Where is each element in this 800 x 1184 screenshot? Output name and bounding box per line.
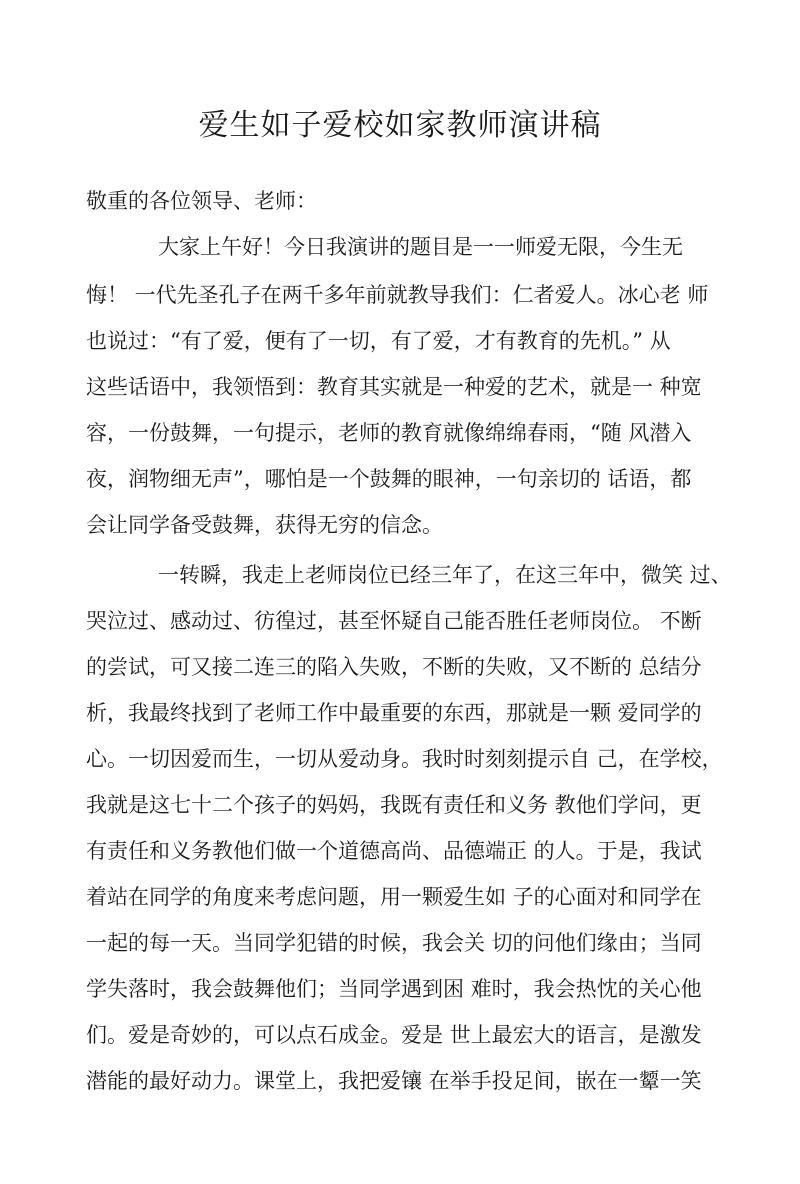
text-line: 大家上午好！今日我演讲的题目是一一师爱无限，今生无 bbox=[158, 235, 683, 259]
text-line: 有责任和义务教他们做一个道德高尚、品德端正 的人。于是，我试 bbox=[86, 839, 702, 863]
text-line: 们。爱是奇妙的，可以点石成金。爱是 世上最宏大的语言，是激发 bbox=[86, 1023, 702, 1047]
text-line: 一转瞬，我走上老师岗位已经三年了，在这三年中，微笑 过、 bbox=[158, 563, 732, 587]
text-line: 一起的每一天。当同学犯错的时候，我会关 切的问他们缘由；当同 bbox=[86, 931, 702, 955]
text-line: 容，一份鼓舞，一句提示，老师的教育就像绵绵春雨，“随 风潜入 bbox=[86, 421, 692, 445]
text-line: 也说过：“有了爱，便有了一切，有了爱，才有教育的先机。” 从 bbox=[86, 329, 671, 353]
text-line: 会让同学备受鼓舞，获得无穷的信念。 bbox=[86, 513, 443, 537]
salutation: 敬重的各位领导、老师： bbox=[86, 189, 317, 213]
text-line: 心。一切因爱而生，一切从爱动身。我时时刻刻提示自 己，在学校， bbox=[86, 747, 723, 771]
text-line: 的尝试，可又接二连三的陷入失败，不断的失败，又不断的 总结分 bbox=[86, 655, 702, 679]
text-line: 悔！ 一代先圣孔子在两千多年前就教导我们：仁者爱人。冰心老 师 bbox=[86, 283, 709, 307]
text-line: 析，我最终找到了老师工作中最重要的东西，那就是一颗 爱同学的 bbox=[86, 701, 702, 725]
text-line: 着站在同学的角度来考虑问题，用一颗爱生如 子的心面对和同学在 bbox=[86, 885, 702, 909]
text-line: 夜，润物细无声”，哪怕是一个鼓舞的眼神，一句亲切的 话语，都 bbox=[86, 467, 692, 491]
text-line: 这些话语中，我领悟到：教育其实就是一种爱的艺术，就是一 种宽 bbox=[86, 375, 702, 399]
page-title: 爱生如子爱校如家教师演讲稿 bbox=[198, 108, 602, 143]
text-line: 潜能的最好动力。课堂上，我把爱镶 在举手投足间，嵌在一颦一笑 bbox=[86, 1069, 702, 1093]
text-line: 学失落时，我会鼓舞他们；当同学遇到困 难时，我会热忱的关心他 bbox=[86, 977, 702, 1001]
text-line: 我就是这七十二个孩子的妈妈，我既有责任和义务 教他们学问，更 bbox=[86, 793, 702, 817]
text-line: 哭泣过、感动过、彷徨过，甚至怀疑自己能否胜任老师岗位。 不断 bbox=[86, 609, 702, 633]
